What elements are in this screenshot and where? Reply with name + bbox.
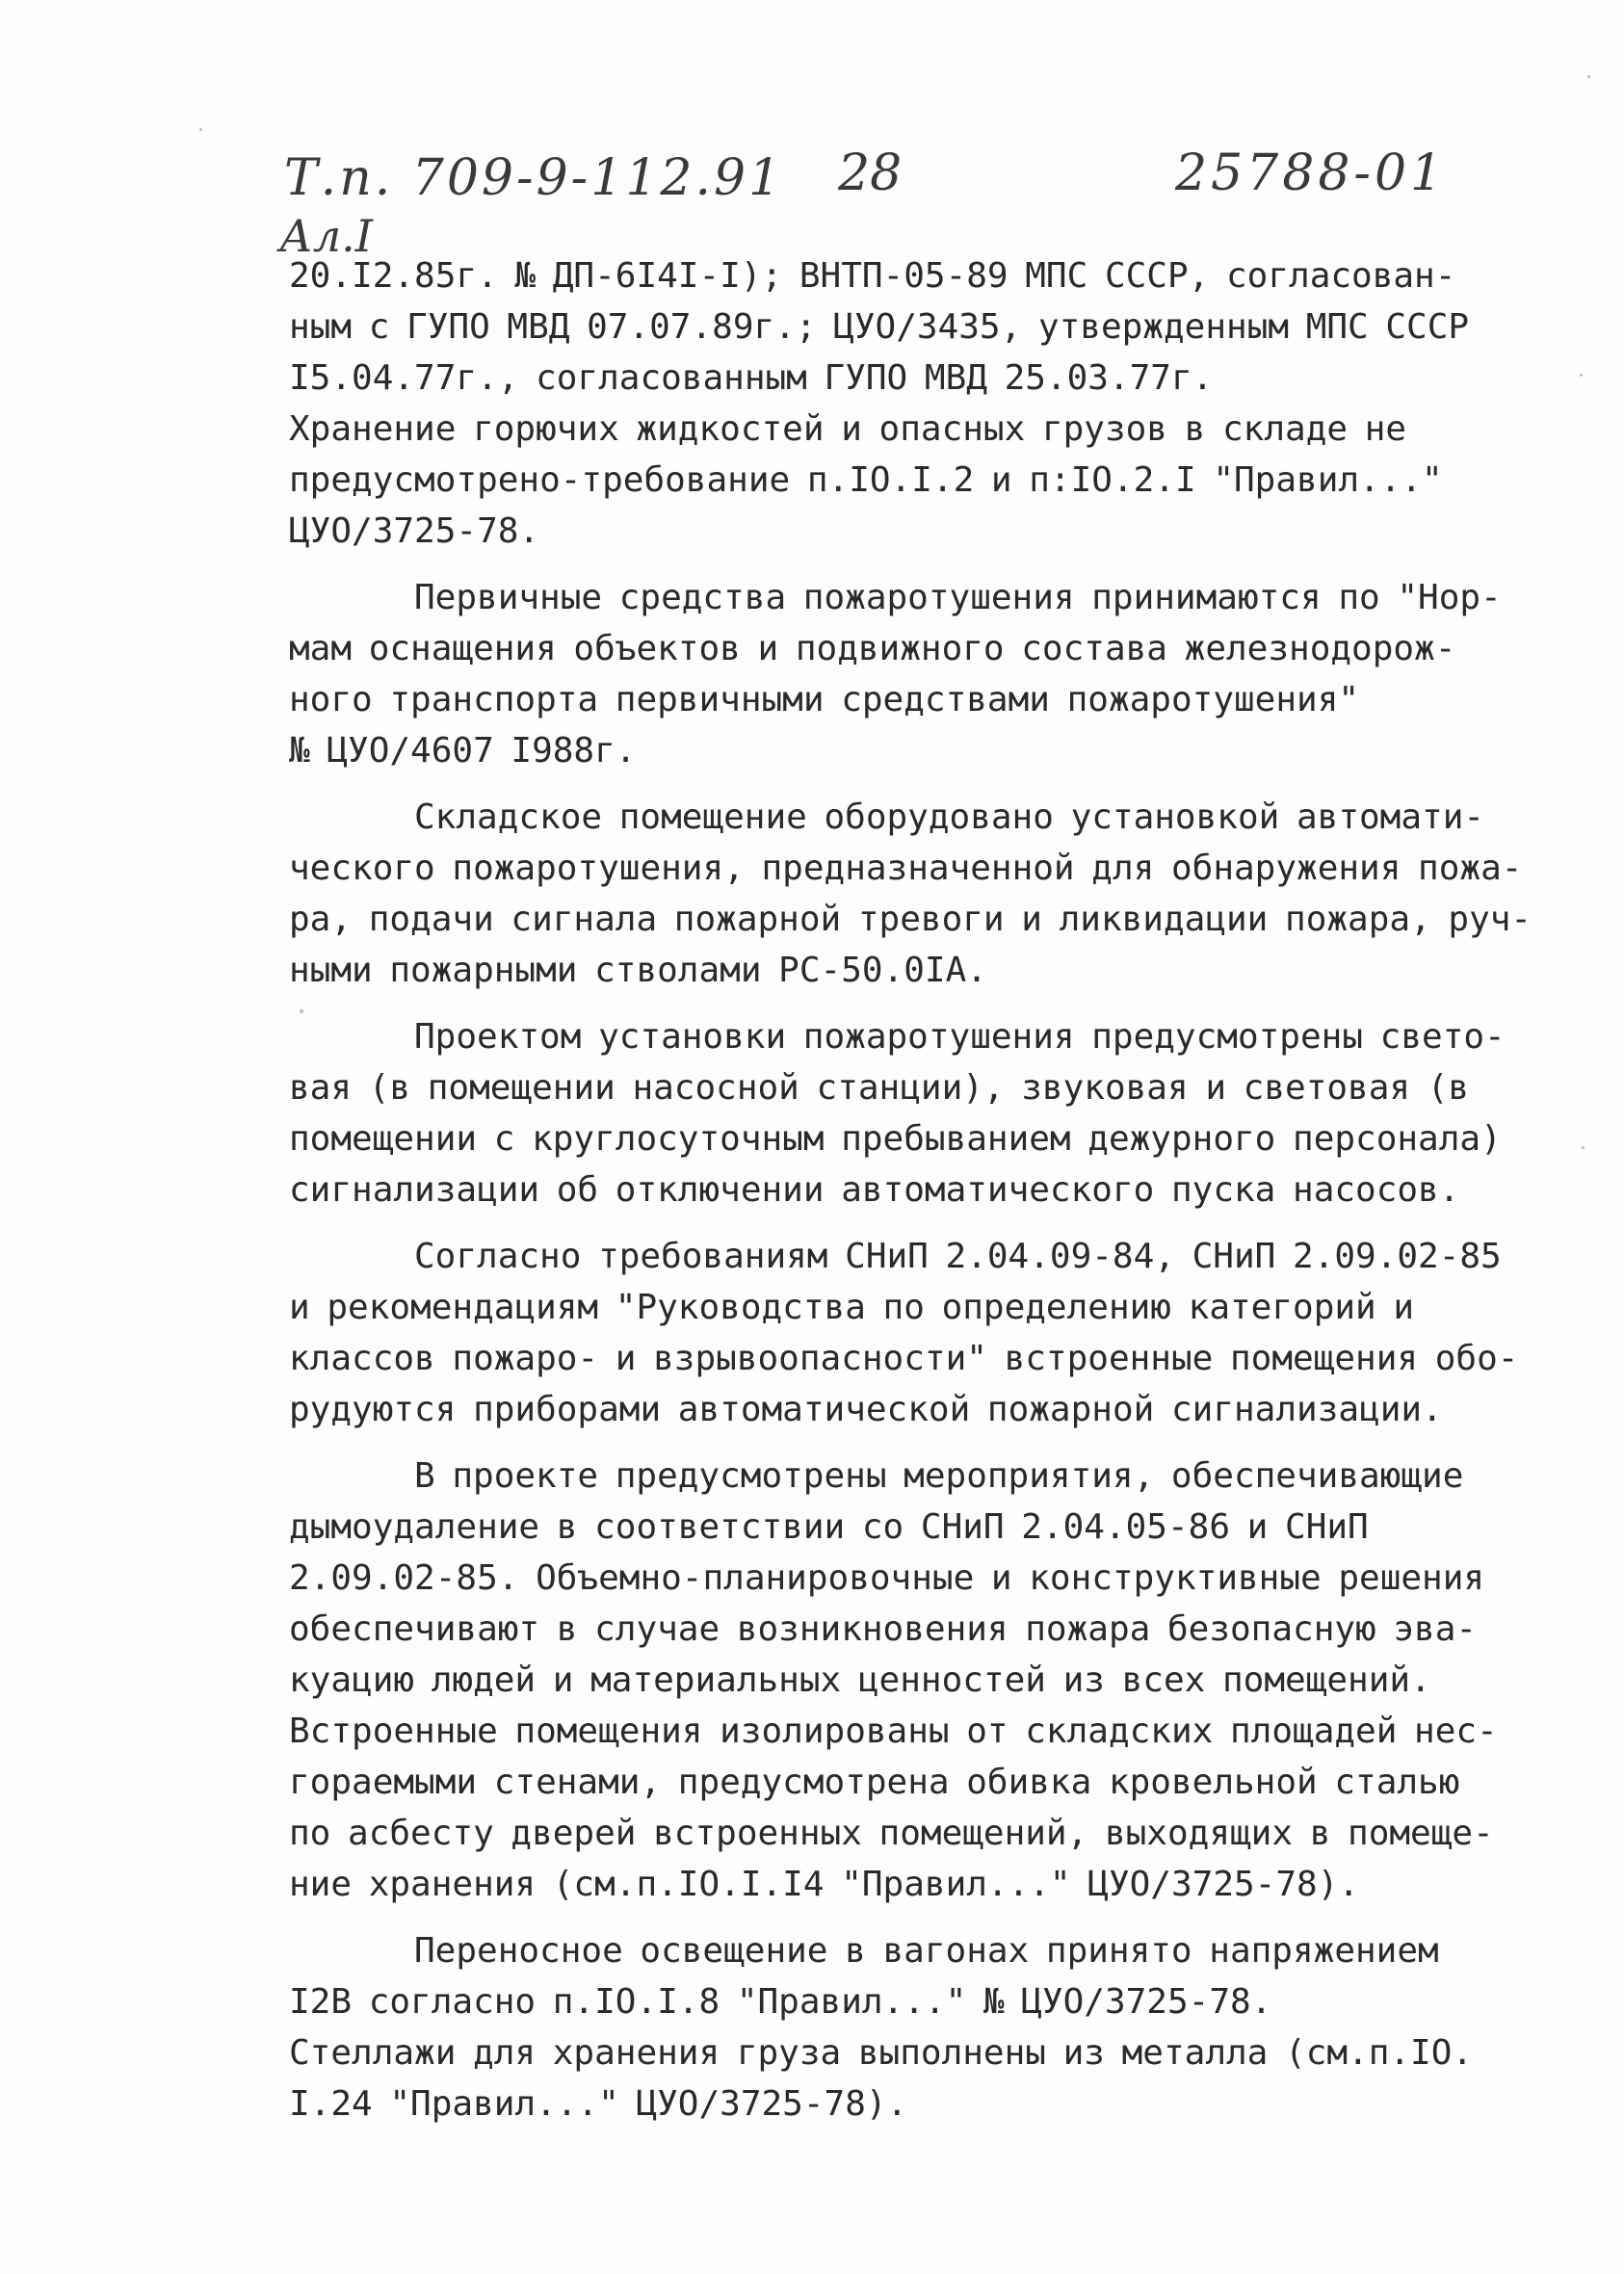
handwritten-page-number: 28: [838, 144, 903, 202]
scan-speck: [199, 128, 202, 131]
paragraph: [289, 404, 1560, 557]
paragraph-spacer: [289, 1215, 1560, 1231]
paragraph-spacer: [289, 996, 1560, 1011]
text-line: I2В согласно п.IO.I.8 "Правил..." № ЦУО/3725-78.: [289, 1982, 1272, 2022]
text-line: I5.04.77г., согласованным ГУПО МВД 25.03.77г.: [289, 358, 1214, 398]
paragraph: [289, 1925, 1560, 2130]
text-line: по асбесту дверей встроенных помещений, выходящих в помеще-: [289, 1814, 1494, 1853]
text-line: Встроенные помещения изолированы от складских площадей нес-: [289, 1712, 1498, 1751]
scan-speck: [1587, 75, 1590, 78]
paragraph: [289, 792, 1560, 996]
paragraph-spacer: [289, 1910, 1560, 1925]
text-line: обеспечивают в случае возникновения пожара безопасную эва-: [289, 1609, 1478, 1649]
handwritten-project-code: Т.п. 709-9-112.91: [284, 149, 784, 207]
text-line: Проектом установки пожаротушения предусмотрены свето-: [414, 1017, 1506, 1057]
paragraph: [289, 250, 1560, 404]
paragraph-spacer: [289, 776, 1560, 792]
paragraph: [289, 1451, 1560, 1910]
text-line: № ЦУО/4607 I988г.: [289, 731, 637, 771]
text-line: гораемыми стенами, предусмотрена обивка кровельной сталью: [289, 1763, 1460, 1802]
paragraph: [289, 1011, 1560, 1215]
text-line: дымоудаление в соответствии со СНиП 2.04.05-86 и СНиП: [289, 1507, 1369, 1547]
text-line: куацию людей и материальных ценностей из всех помещений.: [289, 1660, 1431, 1700]
text-line: классов пожаро- и взрывоопасности" встроенные помещения обо-: [289, 1339, 1519, 1378]
paragraph-spacer: [289, 557, 1560, 572]
paragraph: [289, 572, 1560, 776]
text-line: вая (в помещении насосной станции), звуковая и световая (в: [289, 1068, 1470, 1108]
text-line: ными пожарными стволами РС-50.0IА.: [289, 951, 987, 990]
scan-speck: [1580, 374, 1583, 377]
text-line: сигнализации об отключении автоматического пуска насосов.: [289, 1170, 1460, 1210]
text-line: Согласно требованиям СНиП 2.04.09-84, СНиП 2.09.02-85: [414, 1237, 1502, 1276]
text-line: ра, подачи сигнала пожарной тревоги и ликвидации пожара, руч-: [289, 900, 1532, 939]
text-line: 20.I2.85г. № ДП-6I4I-I); ВНТП-05-89 МПС СССР, согласован-: [289, 256, 1456, 296]
text-line: Складское помещение оборудовано установкой автомати-: [414, 797, 1485, 837]
text-line: мам оснащения объектов и подвижного состава железнодорож-: [289, 629, 1456, 668]
text-line: I.24 "Правил..." ЦУО/3725-78).: [289, 2084, 908, 2124]
scan-speck: [300, 1009, 303, 1013]
text-line: Переносное освещение в вагонах принято напряжением: [414, 1931, 1439, 1971]
handwritten-album-label: Ал.I: [279, 210, 373, 262]
text-line: рудуются приборами автоматической пожарной сигнализации.: [289, 1390, 1443, 1429]
document-body: [289, 250, 1560, 2130]
text-line: 2.09.02-85. Объемно-планировочные и конструктивные решения: [289, 1558, 1485, 1598]
paragraph-spacer: [289, 1435, 1560, 1451]
text-line: ным с ГУПО МВД 07.07.89г.; ЦУО/3435, утвержденным МПС СССР: [289, 307, 1470, 347]
paragraph: [289, 1231, 1560, 1435]
text-line: Первичные средства пожаротушения принимаются по "Нор-: [414, 578, 1502, 617]
text-line: Хранение горючих жидкостей и опасных грузов в складе не: [289, 409, 1407, 449]
text-line: помещении с круглосуточным пребыванием дежурного персонала): [289, 1119, 1502, 1159]
text-line: ного транспорта первичными средствами пожаротушения": [289, 680, 1360, 719]
text-line: ЦУО/3725-78.: [289, 511, 540, 551]
text-line: ние хранения (см.п.IO.I.I4 "Правил..." ЦУО/3725-78).: [289, 1865, 1360, 1904]
scan-speck: [1582, 1146, 1585, 1149]
text-line: Стеллажи для хранения груза выполнены из металла (см.п.IO.: [289, 2033, 1474, 2073]
handwritten-document-number: 25788-01: [1175, 144, 1447, 202]
text-line: и рекомендациям "Руководства по определению категорий и: [289, 1288, 1415, 1327]
text-line: ческого пожаротушения, предназначенной для обнаружения пожа-: [289, 849, 1523, 888]
text-line: предусмотрено-требование п.IO.I.2 и п:IO.2.I "Правил...": [289, 460, 1443, 500]
text-line: В проекте предусмотрены мероприятия, обеспечивающие: [414, 1456, 1464, 1496]
